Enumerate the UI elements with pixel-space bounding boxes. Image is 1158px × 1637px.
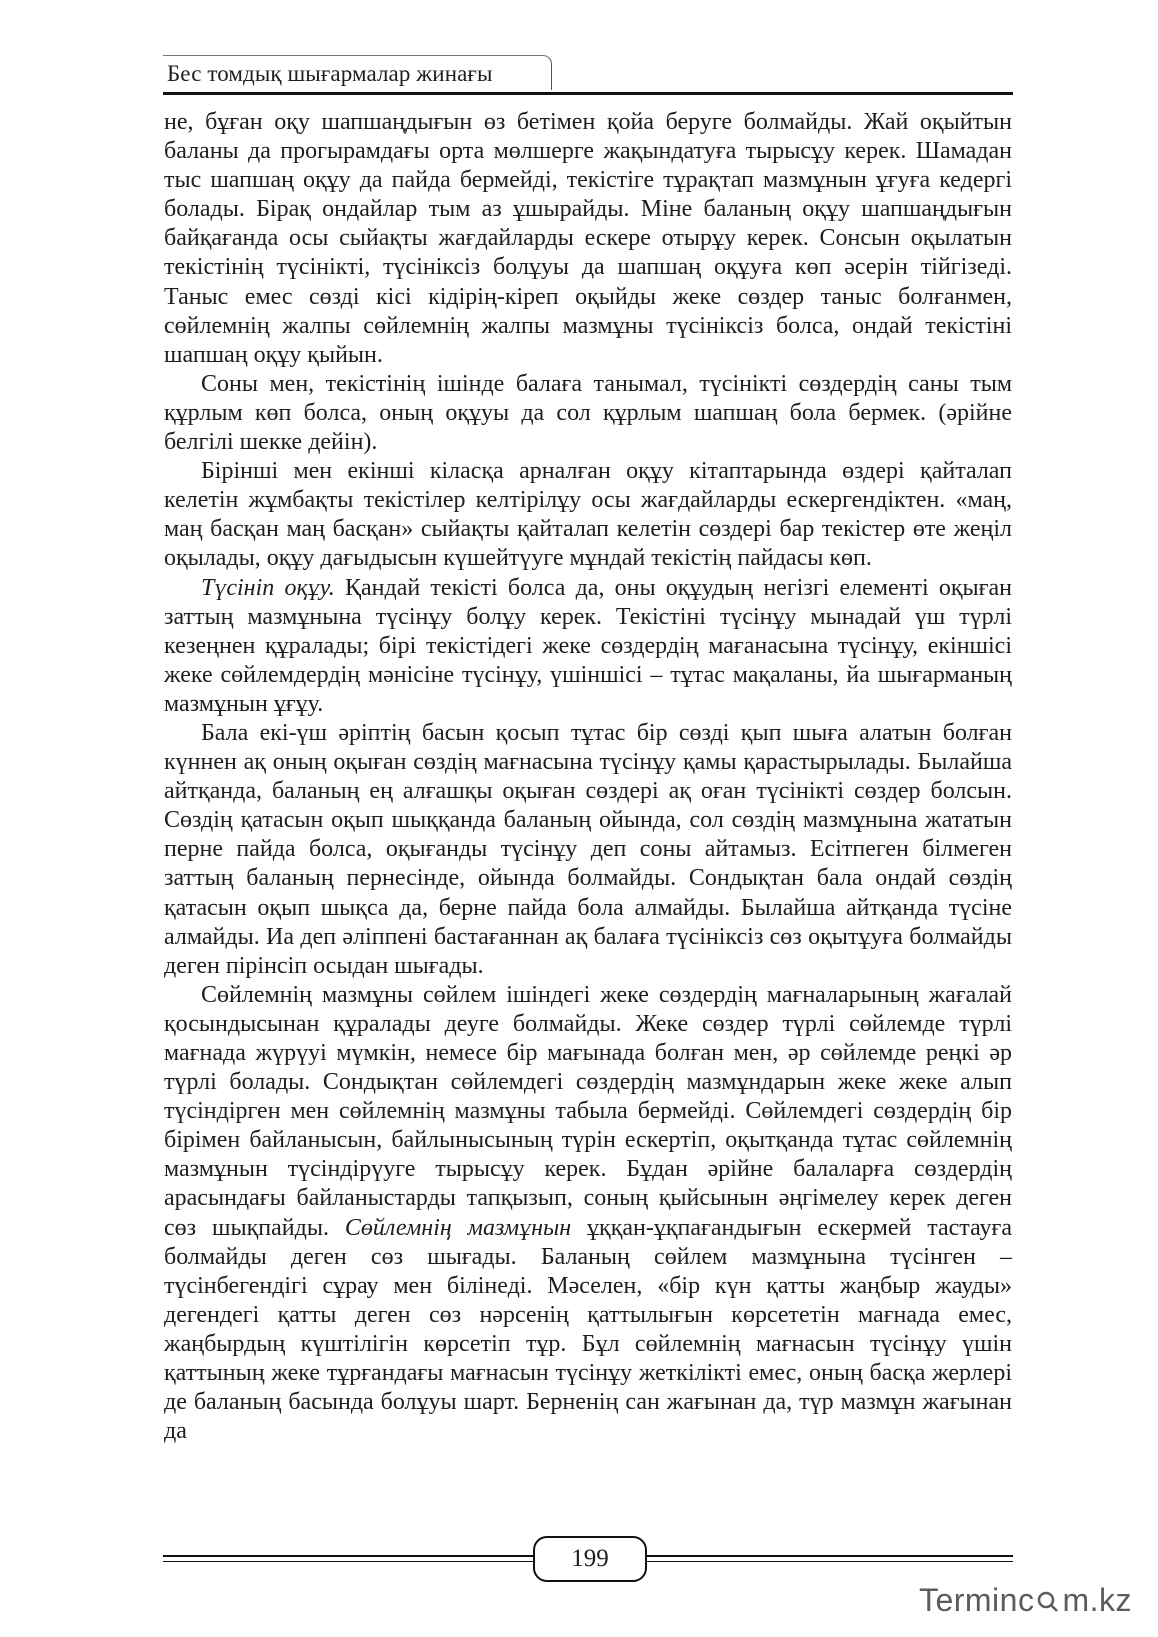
page-footer [163,1536,1013,1588]
footer-rule-right [643,1555,1013,1562]
paragraph: Бірінші мен екінші кіласқа арналған оқұу кітаптарында өздері қайталап келетін жұмбақты текістілер келтірілұу осы жағдайларды ескергендіктен. «маң, маң басқан маң басқан» сыйақты қайталап келетін сөздері бар текістер өте жеңіл оқылады, оқұу дағыдысын күшейтүуге мұндай текістің пайдасы көп. [164,458,1012,572]
paragraph-text: ұққан-ұқпағандығын ескермей тастауға болмайды деген сөз шығады. Баланың сөйлем мазмұнына түсінген – түсінбегендігі сұрау мен білінеді. Мәселен, «бір күн қатты жаңбыр жауды» дегендегі қатты деген сөз нәрсенің қаттылығын көрсететін мағнада емес, жаңбырдың күштілігін көрсетіп тұр. Бұл сөйлемнің мағнасын түсінұу үшін қаттының жеке тұрғандағы мағнасын түсінұу жеткілікті емес, оның басқа жерлері де баланың басында болұуы шарт. Берненің сан жағынан да, түр мазмұн жағынан да [164,1214,1012,1445]
header-rule [163,92,1013,95]
emphasized-phrase: Сөйлемнің мазмұнын [344,1214,572,1241]
book-title: Бес томдық шығармалар жинағы [167,61,493,86]
paragraph-text: Қандай текісті болса да, оны оқұудың негізгі елементі оқыған заттың мазмұнына түсінұу болұу керек. Текістіні түсінұу мынадай үш түрлі кезеңнен құралады; бірі текістідегі жеке сөздердің мағанасына түсінұу, екіншісі жеке сөйлемдердің мәнісіне түсінұу, үшіншісі – тұтас мақаланы, йа шығарманың мазмұнын ұғұу. [164,574,1012,717]
paragraph: Бала екі-үш әріптің басын қосып тұтас бір сөзді қып шыға алатын болған күннен ақ оның оқыған сөздің мағнасына түсінұу қамы қарастырылады. Былайша айтқанда, баланың ең алғашқы оқыған сөздері ақ оған түсінікті сөздер болсын. Сөздің қатасын оқып шыққанда баланың ойында, сол сөздің мазмұнына жататын перне пайда болса, оқығанды түсінұу деп соны айтамыз. Есітпеген білмеген заттың баланың пернесінде, ойында болмайды. Сондықтан бала ондай сөздің қатасын оқып шықса да, берне пайда бола алмайды. Былайша айтқанда түсіне алмайды. Иа деп әліппені бастағаннан ақ балаға түсініксіз сөз оқытұуға болмайды деген пірінсіп осыдан шығады. [164,719,1012,979]
paragraph-continuation: не, бұған оқу шапшаңдығын өз бетімен қойа беруге болмайды. Жай оқыйтын баланы да прогырамдағы орта мөлшерге жақындатуға тырысұу керек. Шамадан тыс шапшаң оқұу да пайда бермейді, текістіге тұрақтап мазмұнын ұғуға кедергі болады. Бірақ ондайлар тым аз ұшырайды. Міне баланың оқұу шапшаңдығын байқағанда осы сыйақты жағдайларды ескере отырұу керек. Сонсын оқылатын текістінің түсінікті, түсініксіз болұуы да шапшаң оқұуға көп әсерін тійгізеді. Таныс емес сөзді кісі кідірің-кіреп оқыйды жеке сөздер таныс болғанмен, сөйлемнің жалпы сөйлемнің жалпы мазмұны түсініксіз болса, ондай текістіні шапшаң оқұу қыйын. [164,109,1012,368]
site-watermark [919,1579,1132,1621]
watermark-text-start: Terminc [918,1581,1035,1618]
paragraph: Соны мен, текістінің ішінде балаға танымал, түсінікті сөздердің саны тым құрлым көп болса, оның оқұуы да сол құрлым шапшаң бола бермек. (әрійне белгілі шекке дейін). [164,370,1012,456]
running-header [163,52,1013,98]
paragraph-understanding-reading [164,574,1012,719]
paragraph-text: Сөйлемнің мазмұны сөйлем ішіндегі жеке сөздердің мағналарының жағалай қосындысынан құралады деуге болмайды. Жеке сөздер түрлі сөйлемде түрлі мағнада жүрүуі мүмкін, немесе бір мағынада болған мен, әр сөйлемде реңкі әр түрлі болады. Сондықтан сөйлемдегі сөздердің мазмұндарын жеке жеке алып түсіндірген мен сөйлемнің мазмұны табыла бермейді. Сөйлемдегі сөздердің бір бірімен байланысын, байлынысының түрін ескертіп, оқытқанда тұтас сөйлемнің мазмұнын түсіндірүуге тырысұу керек. Бұдан әрійне балаларға сөздердің арасындағы байланыстарды тапқызып, соның қыйсынын әңгімелеу керек деген сөз шықпайды. [164,981,1012,1241]
page-number: 199 [571,1545,609,1572]
watermark-text-end: m.kz [1062,1581,1132,1618]
section-run-in-heading: Түсініп оқұу. [201,574,335,601]
magnifier-icon [1035,1587,1061,1613]
page-number-frame [533,1536,647,1582]
paragraph [164,981,1012,1447]
footer-rule-left [163,1555,533,1562]
body-text [164,108,1012,1446]
